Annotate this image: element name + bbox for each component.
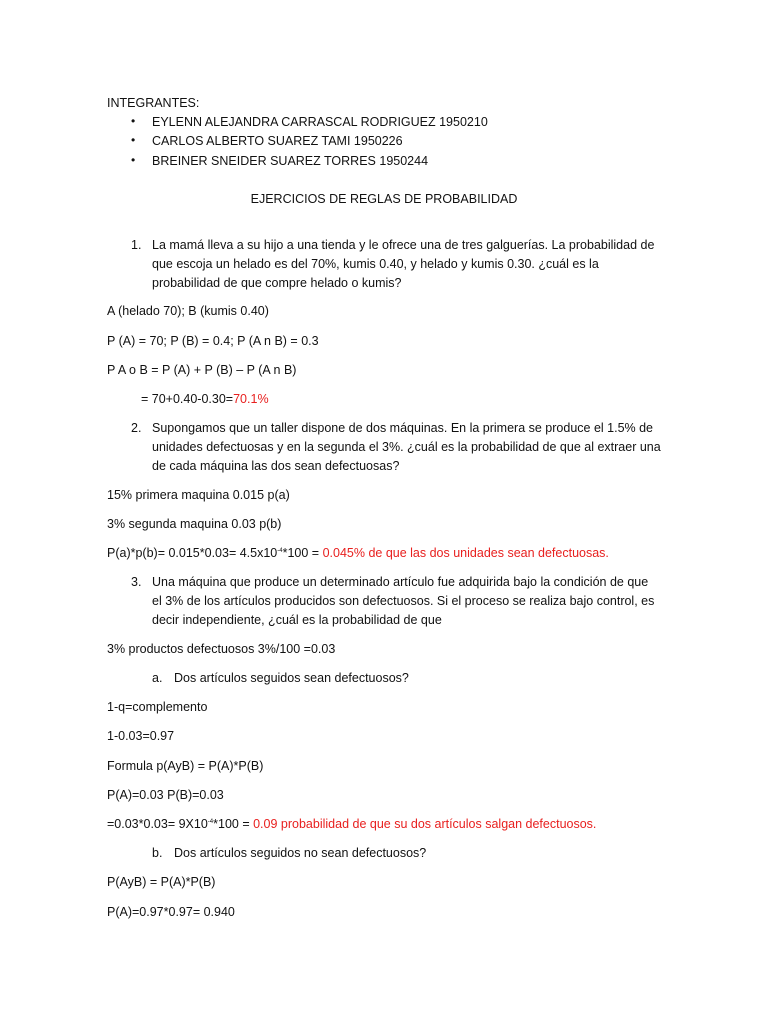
exercise-question-line: probabilidad de que compre helado o kumis? bbox=[152, 276, 402, 290]
exercise-question-line: La mamá lleva a su hijo a una tienda y le ofrece una de tres galguerías. La probabilidad de bbox=[152, 238, 655, 252]
exponent: -4 bbox=[277, 548, 283, 554]
solution-line: Formula p(AyB) = P(A)*P(B) bbox=[107, 759, 264, 773]
solution-line: P(AyB) = P(A)*P(B) bbox=[107, 875, 216, 889]
sub-question-label: b. bbox=[152, 846, 163, 860]
solution-text: *100 = bbox=[282, 546, 323, 560]
sub-question-text: Dos artículos seguidos sean defectuosos? bbox=[174, 671, 409, 685]
solution-line: P(A)=0.03 P(B)=0.03 bbox=[107, 788, 224, 802]
solution-line: 15% primera maquina 0.015 p(a) bbox=[107, 488, 290, 502]
solution-text: P(a)*p(b)= 0.015*0.03= 4.5x10 bbox=[107, 546, 278, 560]
solution-line bbox=[107, 816, 596, 832]
solution-line: P A o B = P (A) + P (B) – P (A n B) bbox=[107, 363, 297, 377]
member-item: EYLENN ALEJANDRA CARRASCAL RODRIGUEZ 1950210 bbox=[152, 115, 488, 129]
exercise-number: 2. bbox=[131, 421, 142, 435]
integrantes-label: INTEGRANTES: bbox=[107, 96, 200, 110]
solution-line: P (A) = 70; P (B) = 0.4; P (A n B) = 0.3 bbox=[107, 334, 319, 348]
exercise-question-line: que escoja un helado es del 70%, kumis 0.40, y helado y kumis 0.30. ¿cuál es la bbox=[152, 257, 599, 271]
member-item: CARLOS ALBERTO SUAREZ TAMI 1950226 bbox=[152, 134, 403, 148]
solution-text: = 70+0.40-0.30= bbox=[141, 392, 234, 406]
solution-line: 1-q=complemento bbox=[107, 700, 208, 714]
bullet: • bbox=[131, 133, 136, 147]
result-highlight: 70.1% bbox=[233, 392, 269, 406]
bullet: • bbox=[131, 114, 136, 128]
document-title: EJERCICIOS DE REGLAS DE PROBABILIDAD bbox=[250, 192, 518, 206]
solution-line bbox=[141, 391, 269, 407]
exponent: -4 bbox=[207, 819, 214, 825]
solution-text: =0.03*0.03= 9X10 bbox=[107, 817, 208, 831]
result-highlight: 0.09 probabilidad de que su dos artículos salgan defectuosos. bbox=[253, 817, 597, 831]
sub-question-label: a. bbox=[152, 671, 163, 685]
solution-line bbox=[107, 545, 609, 561]
solution-line: 3% segunda maquina 0.03 p(b) bbox=[107, 517, 282, 531]
result-highlight: 0.045% de que las dos unidades sean defectuosas. bbox=[322, 546, 609, 560]
bullet: • bbox=[131, 153, 136, 167]
sub-question-text: Dos artículos seguidos no sean defectuosos? bbox=[174, 846, 427, 860]
solution-line: A (helado 70); B (kumis 0.40) bbox=[107, 304, 269, 318]
exercise-question-line: el 3% de los artículos producidos son defectuosos. Si el proceso se realiza bajo control, es bbox=[152, 594, 655, 608]
exercise-number: 3. bbox=[131, 575, 142, 589]
exercise-question-line: Supongamos que un taller dispone de dos máquinas. En la primera se produce el 1.5% de bbox=[152, 421, 654, 435]
exercise-question-line: decir independiente, ¿cuál es la probabilidad de que bbox=[152, 613, 442, 627]
solution-line: P(A)=0.97*0.97= 0.940 bbox=[107, 905, 235, 919]
exercise-number: 1. bbox=[131, 238, 142, 252]
exercise-question-line: de cada máquina las dos sean defectuosas? bbox=[152, 459, 400, 473]
exercise-question-line: Una máquina que produce un determinado artículo fue adquirida bajo la condición de que bbox=[152, 575, 649, 589]
solution-text: *100 = bbox=[213, 817, 254, 831]
exercise-question-line: unidades defectuosas y en la segunda el 3%. ¿cuál es la probabilidad de que al extraer una bbox=[152, 440, 661, 454]
solution-line: 3% productos defectuosos 3%/100 =0.03 bbox=[107, 642, 336, 656]
solution-line: 1-0.03=0.97 bbox=[107, 729, 175, 743]
member-item: BREINER SNEIDER SUAREZ TORRES 1950244 bbox=[152, 154, 429, 168]
